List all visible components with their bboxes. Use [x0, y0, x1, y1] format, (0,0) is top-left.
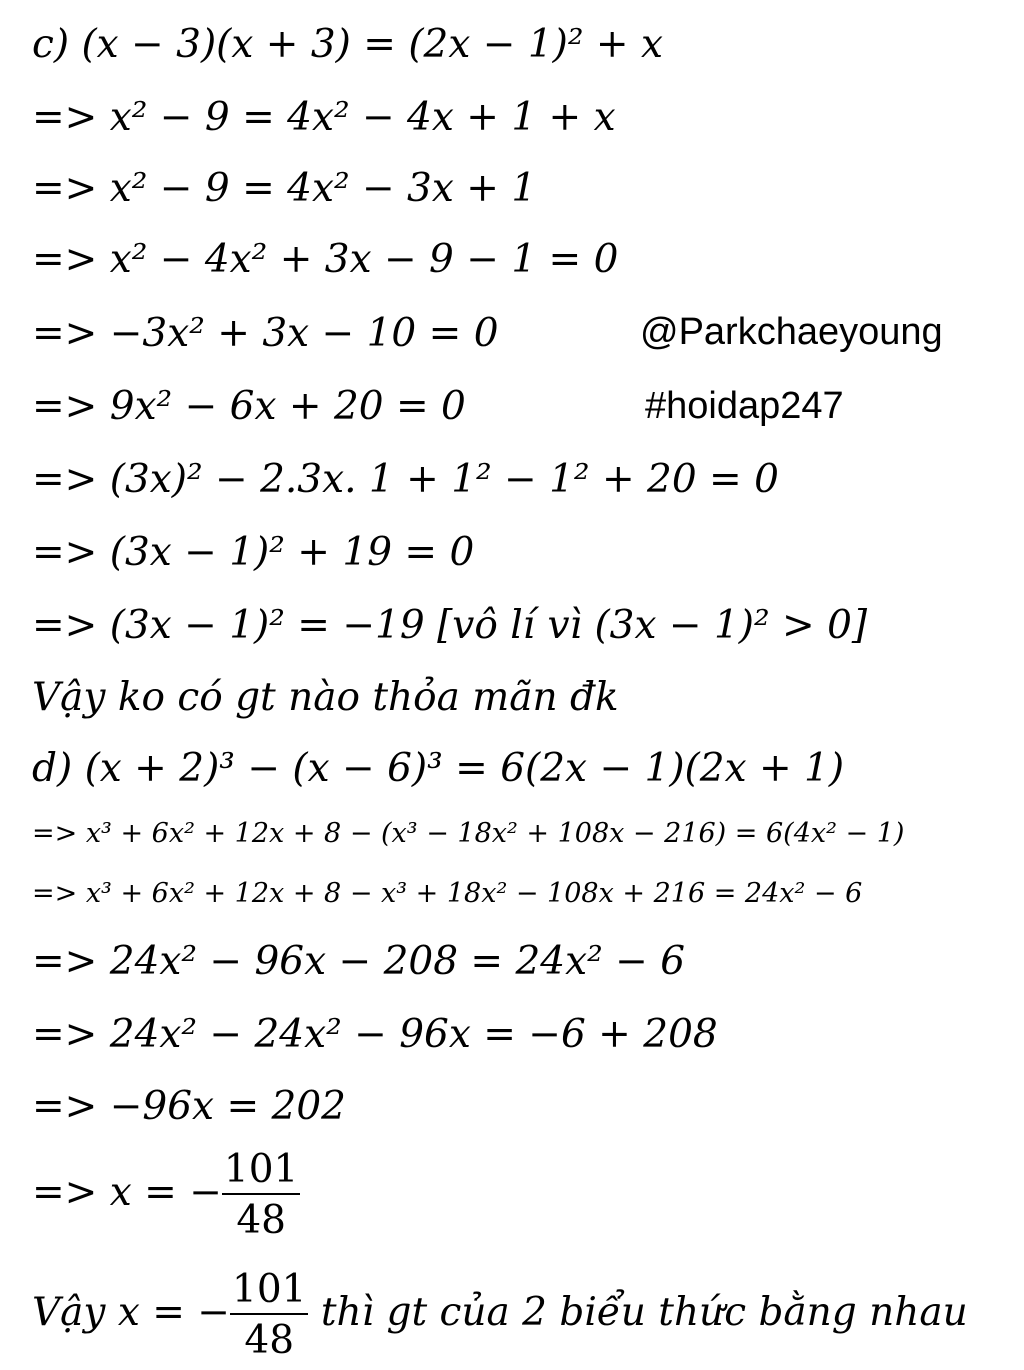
part-c-step-7: => (3x − 1)² + 19 = 0: [32, 530, 475, 575]
part-d-result: [32, 1147, 300, 1243]
result-numerator: 101: [222, 1150, 300, 1195]
final-fraction: [230, 1267, 308, 1363]
part-d-step-1: => x³ + 6x² + 12x + 8 − (x³ − 18x² + 108x − 216) = 6(4x² − 1): [32, 818, 905, 849]
part-c-step-3: => x² − 4x² + 3x − 9 − 1 = 0: [32, 237, 619, 282]
part-c-step-4: => −3x² + 3x − 10 = 0: [32, 311, 499, 356]
final-numerator: 101: [230, 1270, 308, 1315]
part-d-step-3: => 24x² − 96x − 208 = 24x² − 6: [32, 939, 686, 984]
final-prefix: Vậy x = −: [32, 1290, 230, 1335]
part-c-step-6: => (3x)² − 2.3x. 1 + 1² − 1² + 20 = 0: [32, 457, 779, 502]
site-watermark: #hoidap247: [645, 385, 844, 427]
result-denominator: 48: [236, 1198, 286, 1243]
part-d-step-2: => x³ + 6x² + 12x + 8 − x³ + 18x² − 108x + 216 = 24x² − 6: [32, 878, 863, 909]
part-c-step-2: => x² − 9 = 4x² − 3x + 1: [32, 166, 537, 211]
author-watermark: @Parkchaeyoung: [640, 311, 943, 353]
part-d-step-4: => 24x² − 24x² − 96x = −6 + 208: [32, 1012, 718, 1057]
final-denominator: 48: [244, 1318, 295, 1363]
part-c-conclusion: Vậy ko có gt nào thỏa mãn đk: [32, 675, 619, 720]
result-fraction: [222, 1147, 300, 1243]
part-d-conclusion: [32, 1267, 968, 1363]
part-c-step-5: => 9x² − 6x + 20 = 0: [32, 384, 466, 429]
part-c-step-1: => x² − 9 = 4x² − 4x + 1 + x: [32, 95, 616, 140]
part-d-problem: d) (x + 2)³ − (x − 6)³ = 6(2x − 1)(2x + 1): [32, 746, 845, 791]
part-c-problem: c) (x − 3)(x + 3) = (2x − 1)² + x: [32, 22, 663, 67]
result-prefix: => x = −: [32, 1170, 222, 1215]
part-d-step-5: => −96x = 202: [32, 1084, 346, 1129]
part-c-step-8: => (3x − 1)² = −19 [vô lí vì (3x − 1)² > 0]: [32, 603, 868, 648]
final-suffix: thì gt của 2 biểu thức bằng nhau: [308, 1290, 968, 1335]
